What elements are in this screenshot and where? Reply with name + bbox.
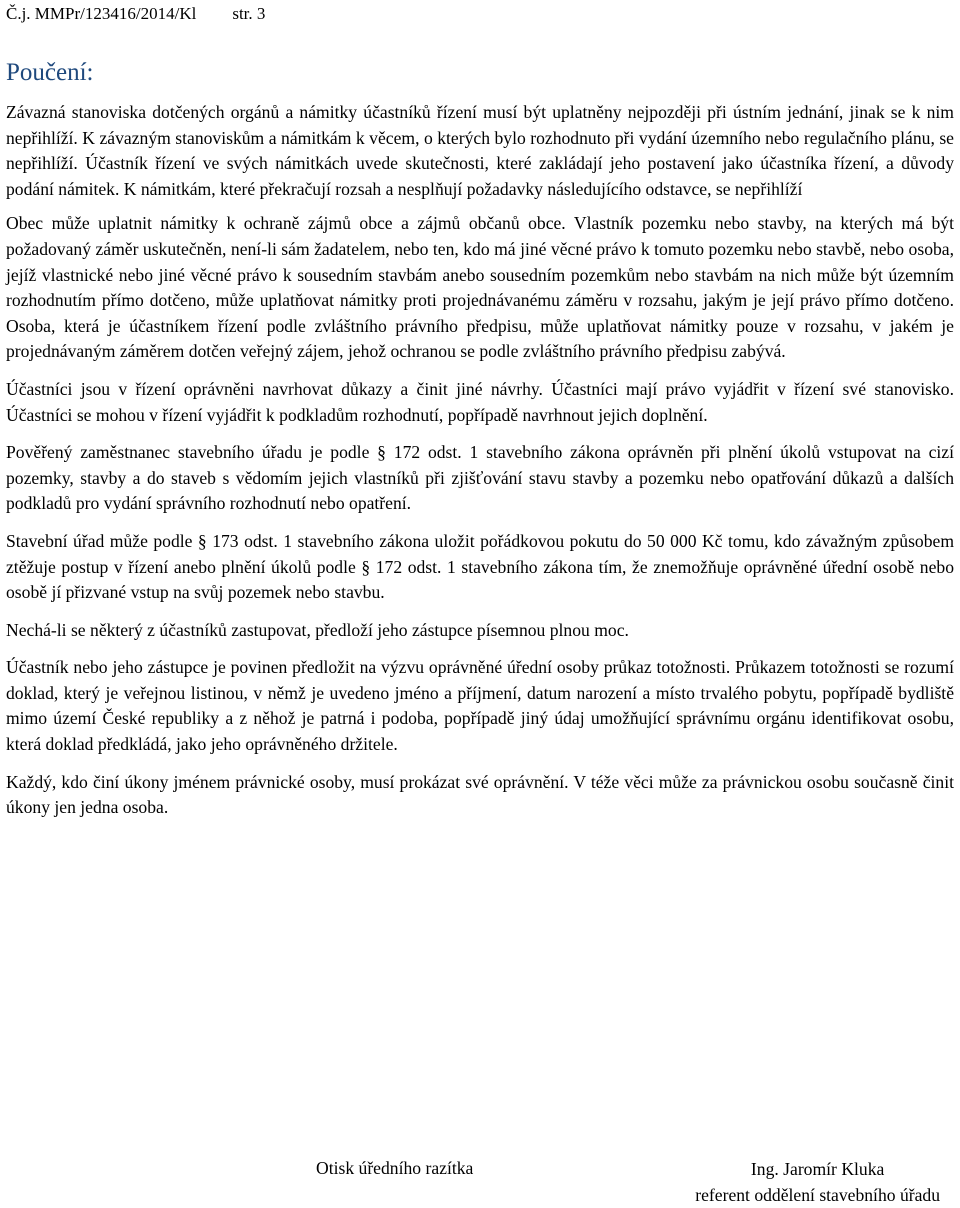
paragraph-identity: Účastník nebo jeho zástupce je povinen předložit na výzvu oprávněné úřední osoby průkaz totožnosti. Průkazem totožnosti se rozumí doklad, který je veřejnou listinou, v němž je uvedeno jméno a příjmení, datum narození a místo trvalého pobytu, popřípadě bydliště mimo území České republiky a z něhož je patrná i podoba, popřípadě jiný údaj umožňující správnímu orgánu identifikovat osobu, která doklad předkládá, jako jeho oprávněného držitele. xyxy=(6,657,954,755)
stamp-label: Otisk úředního razítka xyxy=(316,1158,474,1178)
document-header xyxy=(6,4,265,24)
page-title: Poučení: xyxy=(6,59,94,86)
signature-block xyxy=(695,1156,940,1208)
paragraph-legal-entity: Každý, kdo činí úkony jménem právnické osoby, musí prokázat své oprávnění. V téže věci může za právnickou osobu současně činit úkony jen jedna osoba. xyxy=(6,771,954,818)
reference-number: Č.j. MMPr/123416/2014/Kl xyxy=(6,4,197,23)
document-body xyxy=(6,100,954,833)
paragraph-representation: Nechá-li se některý z účastníků zastupovat, předloží jeho zástupce písemnou plnou moc. xyxy=(6,619,629,640)
paragraph-fine: Stavební úřad může podle § 173 odst. 1 stavebního zákona uložit pořádkovou pokutu do 50 000 Kč tomu, kdo závažným způsobem ztěžuje postup v řízení anebo plnění úkolů podle § 172 odst. 1 stavebního zákona tím, že znemožňuje oprávněné úřední osobě nebo osobě jí přizvané vstup na svůj pozemek nebo stavbu. xyxy=(6,530,954,603)
signatory-role: referent oddělení stavebního úřadu xyxy=(695,1185,940,1205)
paragraph-participants-rights: Účastníci jsou v řízení oprávněni navrhovat důkazy a činit jiné návrhy. Účastníci mají právo vyjádřit v řízení své stanovisko. Účastníci se mohou v řízení vyjádřit k podkladům rozhodnutí, popřípadě navrhnout jejich doplnění. xyxy=(6,378,954,425)
paragraph-objections: Závazná stanoviska dotčených orgánů a námitky účastníků řízení musí být uplatněny nejpozději při ústním jednání, jinak se k nim nepřihlíží. K závazným stanoviskům a námitkám k věcem, o kterých bylo rozhodnuto při vydání územního nebo regulačního plánu, se nepřihlíží. Účastník řízení ve svých námitkách uvede skutečnosti, které zakládají jeho postavení jako účastníka řízení, a důvody podání námitek. K námitkám, které překračují rozsah a nesplňují požadavky následujícího odstavce, se nepřihlíží xyxy=(6,102,954,199)
signatory-name: Ing. Jaromír Kluka xyxy=(750,1159,885,1179)
paragraph-municipality: Obec může uplatnit námitky k ochraně zájmů obce a zájmů občanů obce. Vlastník pozemku nebo stavby, na kterých má být požadovaný záměr uskutečněn, není-li sám žadatelem, nebo ten, kdo má jiné věcné právo k tomuto pozemku nebo stavbě, nebo osoba, jejíž vlastnické nebo jiné věcné právo k sousedním stavbám anebo sousedním pozemkům nebo stavbám na nich může být územním rozhodnutím přímo dotčeno, může uplatňovat námitky proti projednávanému záměru v rozsahu, jakým je její právo přímo dotčeno. Osoba, která je účastníkem řízení podle zvláštního právního předpisu, může uplatňovat námitky pouze v rozsahu, v jakém je projednávaným záměrem dotčen veřejný zájem, jehož ochranou se podle zvláštního právního předpisu zabývá. xyxy=(6,213,954,362)
paragraph-authorized-employee: Pověřený zaměstnanec stavebního úřadu je podle § 172 odst. 1 stavebního zákona oprávněn při plnění úkolů vstupovat na cizí pozemky, stavby a do staveb s vědomím jejich vlastníků při zjišťování stavu stavby a pozemku nebo opatřování důkazů a dalších podkladů pro vydání správního rozhodnutí nebo opatření. xyxy=(6,442,954,514)
page-number: str. 3 xyxy=(232,4,266,23)
